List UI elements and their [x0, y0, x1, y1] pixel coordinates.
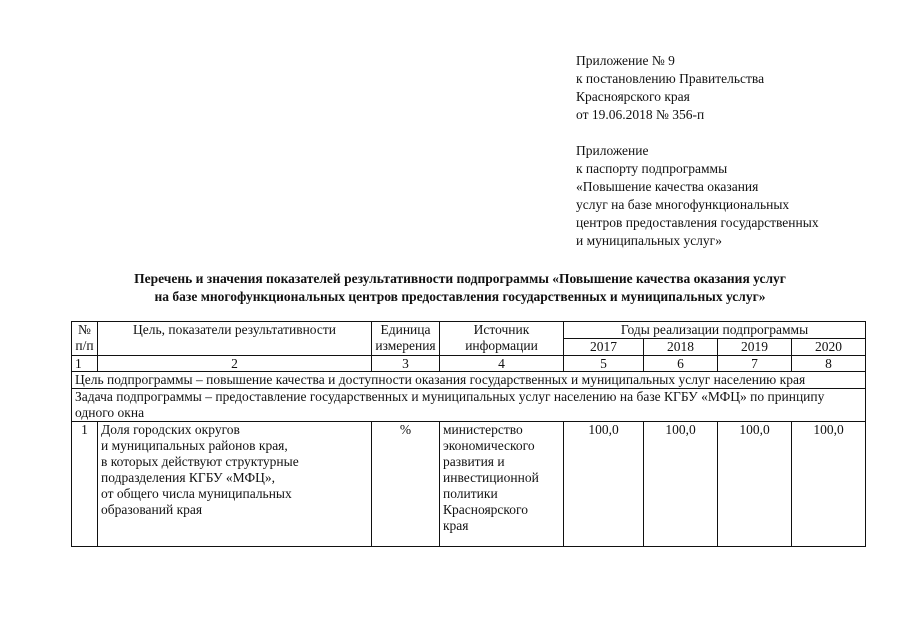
indicator-line: Доля городских округов [101, 422, 240, 437]
header-unit-line1: Единица [380, 322, 431, 337]
appendix-line: услуг на базе многофункциональных [576, 197, 790, 212]
header-year: 2020 [792, 339, 866, 356]
column-number: 6 [644, 356, 718, 372]
header-num [72, 322, 98, 356]
goal-row [72, 372, 866, 389]
indicator-line: образований края [101, 502, 203, 517]
appendix-line: и муниципальных услуг» [576, 233, 722, 248]
header-year: 2017 [564, 339, 644, 356]
row-value-2018: 100,0 [644, 422, 718, 547]
appendix-line: от 19.06.2018 № 356-п [576, 107, 705, 122]
title-line-2: на базе многофункциональных центров предоставления государственных и муниципальных услуг» [154, 289, 766, 304]
task-row [72, 389, 866, 422]
column-number: 4 [440, 356, 564, 372]
column-number: 7 [718, 356, 792, 372]
column-number: 2 [98, 356, 372, 372]
appendix-line: Приложение [576, 143, 649, 158]
source-line: экономического [443, 438, 535, 453]
header-row [72, 322, 866, 339]
table-row [72, 422, 866, 547]
appendix-line: «Повышение качества оказания [576, 179, 759, 194]
appendix-line: Приложение № 9 [576, 53, 675, 68]
goal-text: Цель подпрограммы – повышение качества и доступности оказания государственных и муниципальных услуг населению края [72, 372, 866, 389]
indicator-line: от общего числа муниципальных [101, 486, 292, 501]
column-numbers-row [72, 356, 866, 372]
indicator-line: и муниципальных районов края, [101, 438, 288, 453]
column-number: 5 [564, 356, 644, 372]
row-value-2017: 100,0 [564, 422, 644, 547]
task-text: Задача подпрограммы – предоставление государственных и муниципальных услуг населению на базе КГБУ «МФЦ» по принципу одного окна [72, 389, 866, 422]
header-goal: Цель, показатели результативности [98, 322, 372, 356]
row-num: 1 [72, 422, 98, 547]
header-unit-line2: измерения [375, 338, 436, 353]
header-source-line2: информации [465, 338, 538, 353]
appendix-line: центров предоставления государственных [576, 215, 819, 230]
document-title [60, 270, 860, 306]
source-line: развития и [443, 454, 505, 469]
header-source [440, 322, 564, 356]
appendix-line: к паспорту подпрограммы [576, 161, 728, 176]
title-line-1: Перечень и значения показателей результативности подпрограммы «Повышение качества оказания услуг [134, 271, 786, 286]
header-num-line1: № [78, 322, 91, 337]
row-source [440, 422, 564, 547]
column-number: 8 [792, 356, 866, 372]
header-unit [372, 322, 440, 356]
indicators-table [71, 321, 866, 547]
header-year: 2018 [644, 339, 718, 356]
header-years-group: Годы реализации подпрограммы [564, 322, 866, 339]
appendix-block [576, 52, 819, 250]
header-year: 2019 [718, 339, 792, 356]
source-line: политики [443, 486, 498, 501]
row-value-2020: 100,0 [792, 422, 866, 547]
appendix-line: к постановлению Правительства [576, 71, 765, 86]
header-num-line2: п/п [75, 338, 94, 353]
indicator-line: в которых действуют структурные [101, 454, 299, 469]
column-number: 1 [72, 356, 98, 372]
appendix-spacer [576, 124, 819, 142]
source-line: министерство [443, 422, 523, 437]
source-line: Красноярского [443, 502, 528, 517]
appendix-line: Красноярского края [576, 89, 690, 104]
source-line: инвестиционной [443, 470, 539, 485]
row-unit: % [372, 422, 440, 547]
row-indicator [98, 422, 372, 547]
indicator-line: подразделения КГБУ «МФЦ», [101, 470, 276, 485]
header-source-line1: Источник [473, 322, 530, 337]
row-value-2019: 100,0 [718, 422, 792, 547]
source-line: края [443, 518, 469, 533]
column-number: 3 [372, 356, 440, 372]
